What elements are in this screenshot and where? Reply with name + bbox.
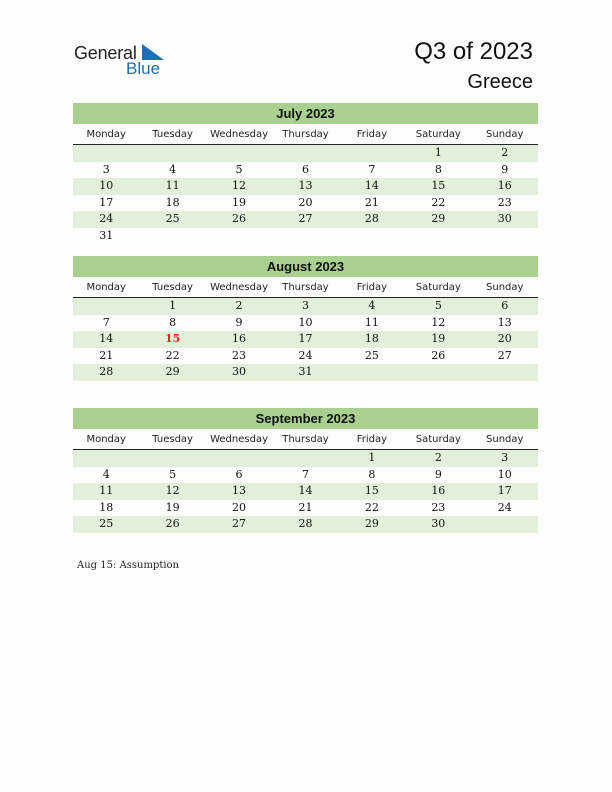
day-cell: 5: [434, 299, 442, 312]
logo-text-blue: Blue: [126, 59, 161, 78]
day-cell: 1: [169, 299, 177, 312]
month-header: July 2023: [73, 103, 538, 124]
day-cell: 19: [431, 332, 446, 346]
day-cell: 28: [364, 212, 379, 226]
weekday-label: Saturday: [415, 129, 461, 140]
week-row: [73, 211, 538, 228]
day-cell: 10: [497, 467, 512, 481]
week-row: [73, 483, 538, 500]
empty-day-cell: [73, 298, 139, 315]
month-calendar-july: [73, 103, 538, 245]
day-cell: 27: [232, 517, 247, 531]
empty-day-cell: [73, 145, 139, 162]
day-cell: 15: [431, 179, 446, 193]
empty-day-cell: [206, 450, 272, 467]
weekday-label: Wednesday: [210, 434, 268, 445]
day-cell: 24: [99, 212, 114, 226]
day-cell: 7: [301, 467, 309, 481]
day-cell: 23: [497, 195, 512, 209]
day-cell: 13: [298, 179, 313, 193]
empty-day-cell: [139, 145, 205, 162]
day-cell: 30: [431, 517, 446, 531]
day-cell: 22: [364, 500, 379, 514]
day-cell: 22: [431, 195, 446, 209]
day-cell: 17: [497, 484, 512, 498]
day-cell: 30: [497, 212, 512, 226]
day-cell: 24: [298, 348, 313, 362]
weekday-label: Friday: [356, 434, 388, 445]
day-cell: 6: [501, 299, 509, 312]
week-row: [73, 178, 538, 195]
weekday-label: Thursday: [282, 129, 329, 140]
day-cell: 13: [497, 315, 512, 329]
week-row: [73, 516, 538, 533]
day-cell: 10: [298, 315, 313, 329]
day-cell: 11: [364, 315, 379, 329]
empty-day-cell: [272, 145, 338, 162]
weekday-label: Thursday: [282, 282, 329, 293]
day-cell: 18: [364, 332, 379, 346]
weekday-label: Thursday: [282, 434, 329, 445]
logo-text-general: General: [74, 43, 137, 63]
day-cell: 7: [102, 315, 110, 329]
weekday-label: Monday: [86, 434, 126, 445]
day-cell: 9: [434, 467, 442, 481]
weekday-header-row: [73, 280, 538, 298]
day-cell: 25: [364, 348, 379, 362]
weekday-label: Tuesday: [152, 282, 193, 293]
day-cell: 4: [102, 467, 110, 481]
day-cell: 4: [169, 162, 177, 176]
day-cell: 26: [232, 212, 247, 226]
holiday-note: Aug 15: Assumption: [77, 560, 180, 571]
day-cell: 1: [434, 146, 442, 159]
day-cell: 27: [298, 212, 313, 226]
day-cell: 26: [165, 517, 180, 531]
day-cell: 7: [368, 162, 376, 176]
day-cell: 11: [99, 484, 114, 498]
week-row: [73, 500, 538, 517]
weekday-label: Friday: [356, 129, 388, 140]
day-cell: 29: [431, 212, 446, 226]
empty-day-cell: [405, 364, 471, 381]
day-cell: 11: [165, 179, 180, 193]
day-cell: 29: [364, 517, 379, 531]
day-cell: 8: [169, 315, 177, 329]
day-cell: 6: [301, 162, 309, 176]
day-cell: 9: [501, 162, 509, 176]
day-cell: 12: [431, 315, 446, 329]
day-cell: 17: [298, 332, 313, 346]
day-cell: 28: [99, 365, 114, 379]
day-cell: 14: [298, 484, 313, 498]
weekday-label: Wednesday: [210, 129, 268, 140]
day-cell: 19: [165, 500, 180, 514]
day-cell: 13: [232, 484, 247, 498]
empty-day-cell: [405, 228, 471, 245]
weekday-label: Monday: [86, 282, 126, 293]
empty-day-cell: [339, 228, 405, 245]
empty-day-cell: [272, 228, 338, 245]
day-cell: 5: [169, 467, 177, 481]
week-row: [73, 450, 538, 467]
day-cell: 21: [298, 500, 313, 514]
day-cell: 6: [235, 467, 243, 481]
day-cell: 12: [165, 484, 180, 498]
day-cell: 15: [364, 484, 379, 498]
weekday-label: Friday: [356, 282, 388, 293]
day-cell: 8: [434, 162, 442, 176]
day-cell: 14: [99, 332, 114, 346]
day-cell: 10: [99, 179, 114, 193]
day-cell: 2: [235, 299, 243, 312]
day-cell: 23: [232, 348, 247, 362]
empty-day-cell: [472, 228, 538, 245]
week-row: [73, 162, 538, 179]
day-cell: 25: [99, 517, 114, 531]
weekday-label: Sunday: [486, 129, 524, 140]
day-cell: 30: [232, 365, 247, 379]
day-cell: 29: [165, 365, 180, 379]
day-cell: 21: [364, 195, 379, 209]
day-cell: 22: [165, 348, 180, 362]
day-cell: 17: [99, 195, 114, 209]
weekday-label: Saturday: [415, 434, 461, 445]
week-row: [73, 298, 538, 315]
day-cell: 27: [497, 348, 512, 362]
day-cell: 5: [235, 162, 243, 176]
day-cell: 31: [298, 365, 313, 379]
empty-day-cell: [272, 450, 338, 467]
day-cell: 2: [434, 451, 442, 464]
day-cell: 20: [298, 195, 313, 209]
day-cell: 18: [165, 195, 180, 209]
weekday-label: Wednesday: [210, 282, 268, 293]
day-cell: 16: [232, 332, 247, 346]
empty-day-cell: [139, 228, 205, 245]
day-cell: 16: [431, 484, 446, 498]
day-cell: 15: [164, 332, 181, 346]
day-cell: 26: [431, 348, 446, 362]
day-cell: 28: [298, 517, 313, 531]
empty-day-cell: [339, 145, 405, 162]
logo: [74, 43, 174, 77]
country-name: Greece: [467, 71, 533, 93]
month-calendar-september: [73, 408, 538, 533]
day-cell: 25: [165, 212, 180, 226]
weekday-label: Tuesday: [152, 434, 193, 445]
month-calendar-august: [73, 256, 538, 381]
week-row: [73, 331, 538, 348]
day-cell: 21: [99, 348, 114, 362]
logo-triangle-icon: [142, 44, 164, 60]
day-cell: 31: [99, 228, 114, 242]
week-row: [73, 315, 538, 332]
day-cell: 9: [235, 315, 243, 329]
month-header: September 2023: [73, 408, 538, 429]
day-cell: 23: [431, 500, 446, 514]
day-cell: 24: [497, 500, 512, 514]
week-row: [73, 145, 538, 162]
empty-day-cell: [206, 145, 272, 162]
week-row: [73, 364, 538, 381]
day-cell: 20: [497, 332, 512, 346]
day-cell: 3: [301, 299, 309, 312]
weekday-header-row: [73, 432, 538, 450]
day-cell: 19: [232, 195, 247, 209]
week-row: [73, 228, 538, 245]
weekday-label: Sunday: [486, 282, 524, 293]
day-cell: 16: [497, 179, 512, 193]
day-cell: 14: [364, 179, 379, 193]
month-header: August 2023: [73, 256, 538, 277]
weekday-header-row: [73, 127, 538, 145]
day-cell: 12: [232, 179, 247, 193]
empty-day-cell: [472, 516, 538, 533]
day-cell: 8: [368, 467, 376, 481]
empty-day-cell: [472, 364, 538, 381]
empty-day-cell: [206, 228, 272, 245]
empty-day-cell: [139, 450, 205, 467]
day-cell: 1: [368, 451, 376, 464]
weekday-label: Saturday: [415, 282, 461, 293]
week-row: [73, 348, 538, 365]
empty-day-cell: [339, 364, 405, 381]
page-title: Q3 of 2023: [414, 38, 533, 65]
week-row: [73, 195, 538, 212]
day-cell: 3: [501, 451, 509, 464]
week-row: [73, 467, 538, 484]
day-cell: 2: [501, 146, 509, 159]
empty-day-cell: [73, 450, 139, 467]
day-cell: 20: [232, 500, 247, 514]
day-cell: 18: [99, 500, 114, 514]
day-cell: 3: [102, 162, 110, 176]
weekday-label: Tuesday: [152, 129, 193, 140]
day-cell: 4: [368, 299, 376, 312]
weekday-label: Sunday: [486, 434, 524, 445]
weekday-label: Monday: [86, 129, 126, 140]
